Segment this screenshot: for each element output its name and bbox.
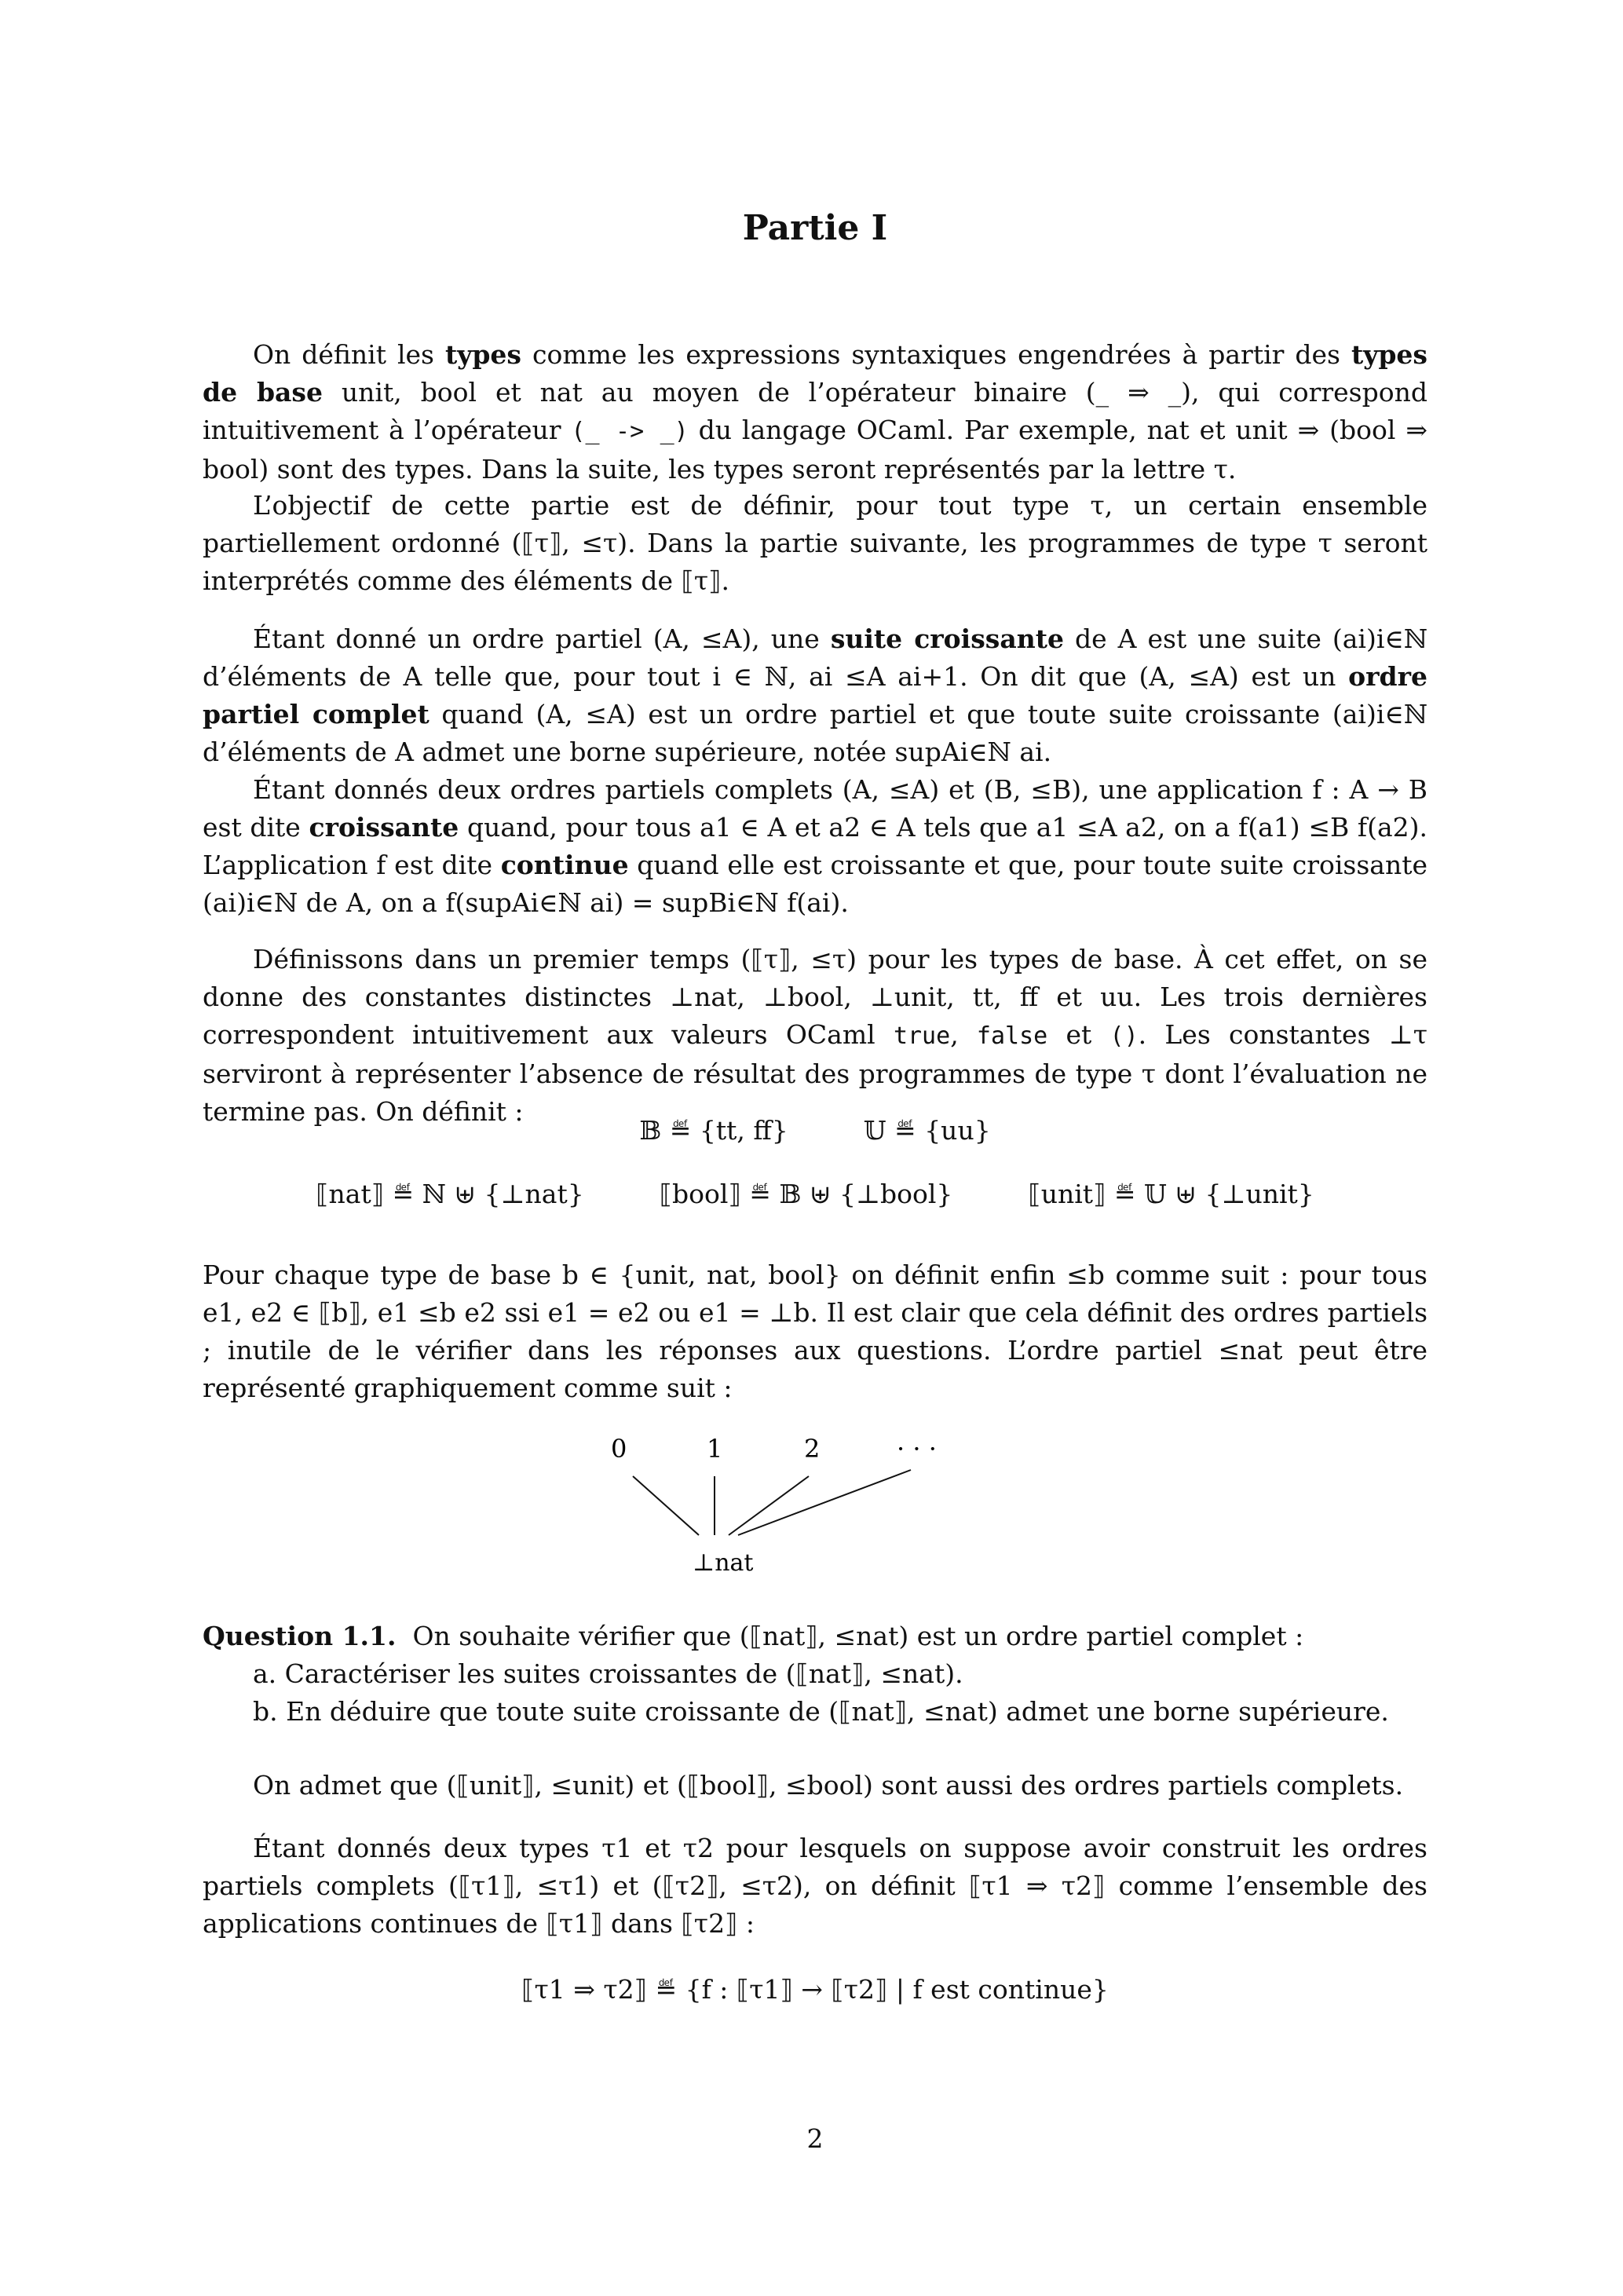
text: On définit les [253, 339, 445, 370]
ocaml-false: false [976, 1022, 1048, 1050]
paragraph-suite-croissante [203, 620, 1427, 771]
term-types-de-base: types de base [203, 339, 1428, 408]
def-bool: ⟦bool⟧ ≝ 𝔹 ⊎ {⊥bool} [659, 1179, 953, 1209]
text: comme les expressions syntaxiques engendrées à partir des [521, 339, 1351, 370]
text: et [1047, 1019, 1110, 1050]
term-types: types [444, 339, 522, 370]
diagram-node-2: 2 [804, 1434, 821, 1464]
def-U: 𝕌 ≝ {uu} [863, 1115, 991, 1146]
question-item-b: b. En déduire que toute suite croissante de (⟦nat⟧, ≤nat) admet une borne supérieure. [253, 1696, 1389, 1727]
diagram-node-0: 0 [611, 1434, 627, 1464]
question-line [203, 1618, 1427, 1655]
paragraph-order: Pour chaque type de base b ∈ {unit, nat, bool} on définit enfin ≤b comme suit : pour tous e1, e2 ∈ ⟦b⟧, e1 ≤b e2 ssi e1 = e2 ou e1 = ⊥b. Il est clair que cela définit des ordres partiels ; inutile de le vérifier dans les réponses aux questions. L’ordre partiel ≤nat peut être représenté graphiquement comme suit : [203, 1260, 1427, 1403]
text: unit, bool et nat au moyen de l’opérateur binaire (_ ⇒ _), qui correspond intuitivement à l’opérateur [203, 377, 1427, 445]
paragraph-base-types [203, 941, 1427, 1131]
paragraph-continue [203, 771, 1427, 922]
page-title: Partie I [742, 208, 888, 248]
diagram-bottom: ⊥nat [693, 1549, 754, 1577]
diagram-node-ellipsis: · · · [897, 1434, 937, 1464]
text: quand elle est croissante et que, pour toute suite croissante (ai)i∈ℕ de A, on a f(supAi∈ℕ ai) = supBi∈ℕ f(ai). [203, 850, 1428, 918]
text: quand (A, ≤A) est un ordre partiel et que toute suite croissante (ai)i∈ℕ d’éléments de A admet une borne supérieure, notée supAi∈ℕ ai. [203, 699, 1428, 767]
term-croissante: croissante [309, 812, 459, 843]
text: Étant donné un ordre partiel (A, ≤A), une [253, 623, 831, 654]
def-unit: ⟦unit⟧ ≝ 𝕌 ⊎ {⊥unit} [1028, 1179, 1314, 1209]
page-number: 2 [806, 2123, 824, 2154]
question-text: On souhaite vérifier que (⟦nat⟧, ≤nat) est un ordre partiel complet : [412, 1621, 1304, 1651]
diagram-edge [738, 1470, 911, 1535]
term-continue: continue [500, 850, 629, 880]
paragraph-admit: On admet que (⟦unit⟧, ≤unit) et (⟦bool⟧, ≤bool) sont aussi des ordres partiels complets. [253, 1770, 1404, 1801]
text: , [950, 1019, 977, 1050]
definitions-block [203, 1115, 1427, 1209]
definitions-row-1 [203, 1115, 1427, 1146]
diagram-edge [729, 1476, 809, 1535]
question-block [203, 1618, 1427, 1731]
hasse-diagram [611, 1429, 1019, 1586]
paragraph-function-types: Étant donnés deux types τ1 et τ2 pour lesquels on suppose avoir construit les ordres partiels complets (⟦τ1⟧, ≤τ1) et (⟦τ2⟧, ≤τ2), on définit ⟦τ1 ⇒ τ2⟧ comme l’ensemble des applications continues de ⟦τ1⟧ dans ⟦τ2⟧ : [203, 1833, 1427, 1939]
def-B: 𝔹 ≝ {tt, ff} [639, 1115, 788, 1146]
diagram-node-1: 1 [707, 1434, 723, 1464]
term-ordre-partiel-complet: ordre partiel complet [203, 661, 1427, 729]
text: . Les constantes ⊥τ serviront à représenter l’absence de résultat des programmes de type τ dont l’évaluation ne termine pas. On définit : [203, 1019, 1427, 1127]
definitions-row-2 [203, 1179, 1427, 1209]
text: Étant donnés deux ordres partiels complets (A, ≤A) et (B, ≤B), une application f : A → B est dite [203, 774, 1427, 843]
ocaml-code: (_ -> _) [571, 418, 689, 445]
diagram-edge [633, 1476, 699, 1535]
ocaml-unit: () [1109, 1022, 1139, 1050]
def-nat: ⟦nat⟧ ≝ ℕ ⊎ {⊥nat} [316, 1179, 584, 1209]
ocaml-true: true [893, 1022, 951, 1050]
paragraph-types [203, 336, 1427, 488]
text: du langage OCaml. Par exemple, nat et unit ⇒ (bool ⇒ bool) sont des types. Dans la suite, les types seront représentés par la lettre τ. [203, 415, 1427, 484]
final-definition: ⟦τ1 ⇒ τ2⟧ ≝ {f : ⟦τ1⟧ → ⟦τ2⟧ | f est continue} [521, 1974, 1109, 2005]
text: Définissons dans un premier temps (⟦τ⟧, ≤τ) pour les types de base. À cet effet, on se donne des constantes distinctes ⊥nat, ⊥bool, ⊥unit, tt, ff et uu. Les trois dernières correspondent intuitivement aux valeurs OCaml [203, 944, 1427, 1050]
text: quand, pour tous a1 ∈ A et a2 ∈ A tels que a1 ≤A a2, on a f(a1) ≤B f(a2). L’application f est dite [203, 812, 1427, 880]
paragraph-objective: L’objectif de cette partie est de définir, pour tout type τ, un certain ensemble partiellement ordonné (⟦τ⟧, ≤τ). Dans la partie suivante, les programmes de type τ seront interprétés comme des éléments de ⟦τ⟧. [203, 490, 1427, 596]
term-suite-croissante: suite croissante [830, 623, 1064, 654]
question-label: Question 1.1. [203, 1621, 397, 1651]
question-item-a: a. Caractériser les suites croissantes de (⟦nat⟧, ≤nat). [253, 1658, 963, 1689]
text: de A est une suite (ai)i∈ℕ d’éléments de A telle que, pour tout i ∈ ℕ, ai ≤A ai+1. On dit que (A, ≤A) est un [203, 623, 1427, 692]
